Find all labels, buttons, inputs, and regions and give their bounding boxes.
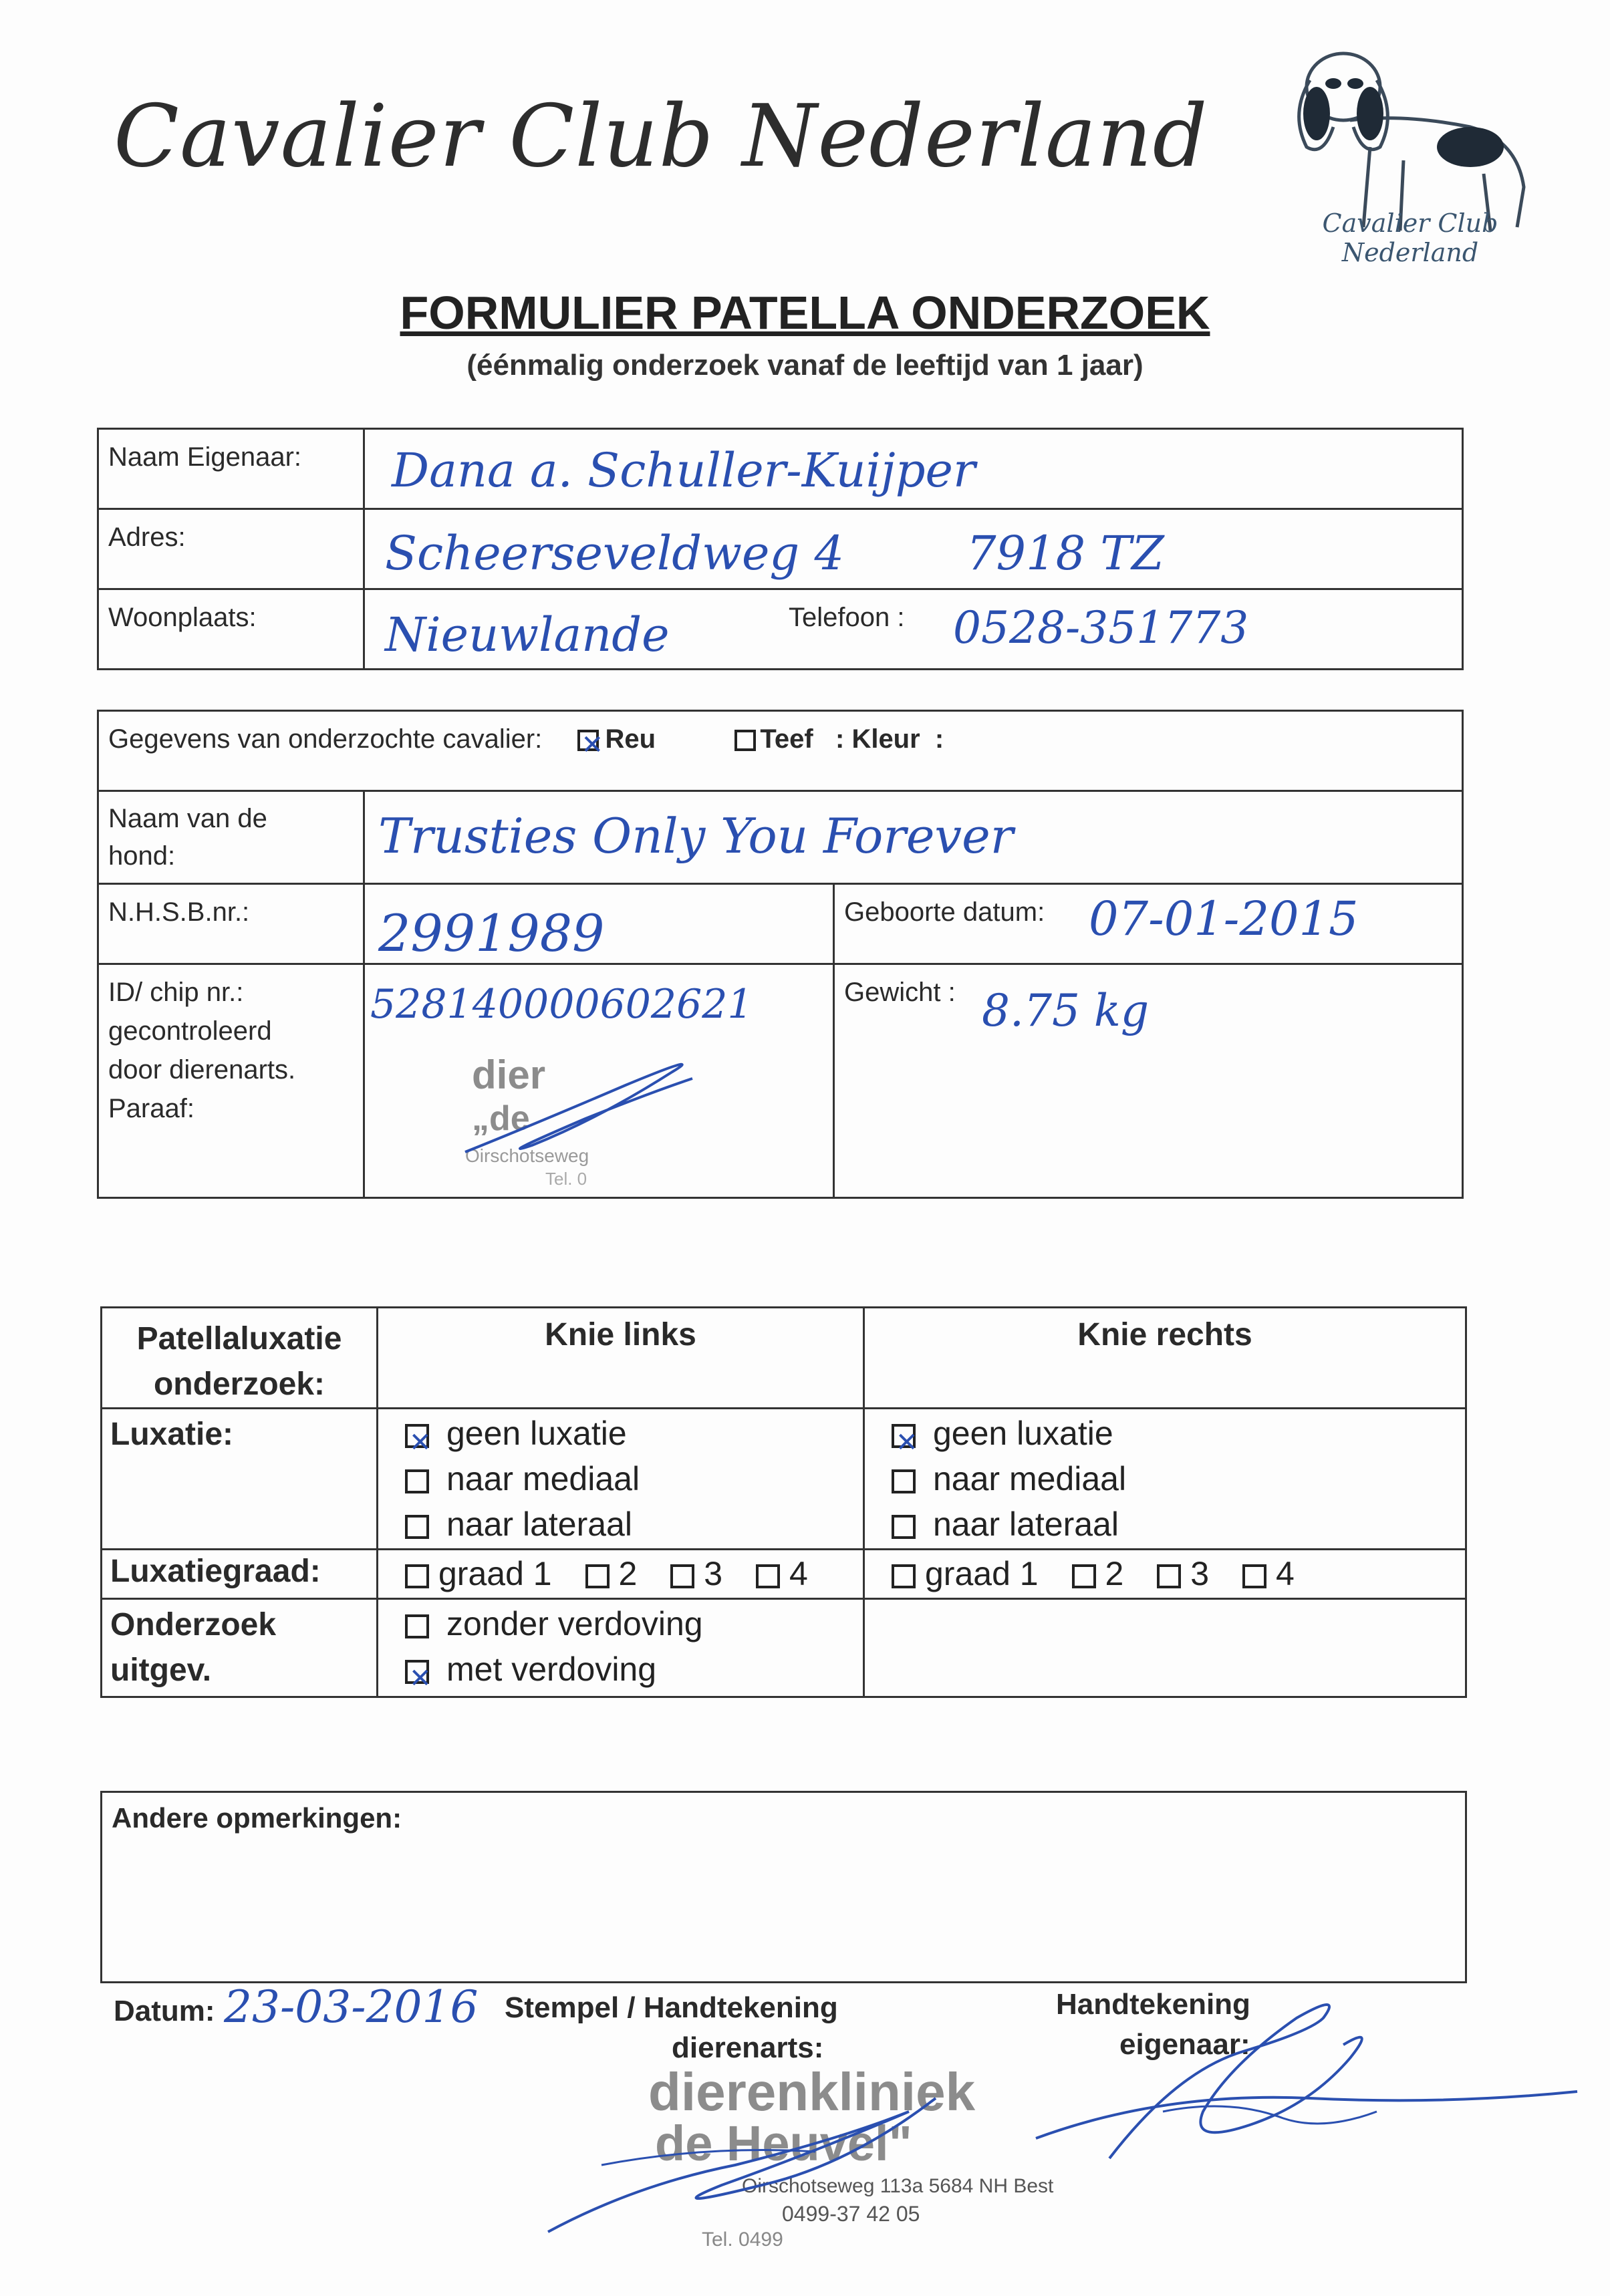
address-label: Adres: [108, 523, 186, 552]
weight-label: Gewicht : [844, 978, 956, 1007]
chip-stamp-line3: Oirschotseweg [465, 1145, 589, 1166]
left-medial-checkbox[interactable] [405, 1469, 429, 1493]
right-lateral-option[interactable]: naar lateraal [892, 1501, 1438, 1547]
stamp-line2: de Heuvel" [655, 2116, 912, 2171]
birthdate-value: 07-01-2015 [1089, 891, 1359, 946]
dog-section-label: Gegevens van onderzochte cavalier: [108, 724, 543, 754]
date-label: Datum: [114, 1995, 215, 2027]
remarks-field[interactable] [102, 1792, 1466, 1983]
owner-signature-label-1: Handtekening [1056, 1988, 1250, 2021]
vet-initials-signature [452, 1045, 732, 1165]
postcode-value: 7918 TZ [966, 526, 1164, 581]
performed-label-2: uitgev. [110, 1653, 212, 1688]
city-label: Woonplaats: [108, 603, 257, 632]
right-lateral-checkbox[interactable] [892, 1515, 916, 1539]
chip-value: 528140000602621 [370, 981, 753, 1028]
logo-caption: Cavalier Club Nederland [1322, 208, 1498, 267]
exam-table [100, 1306, 1467, 1698]
left-grade1-option[interactable]: graad 1 [405, 1555, 552, 1592]
right-medial-checkbox[interactable] [892, 1469, 916, 1493]
empty-cell [864, 1599, 1466, 1697]
knee-left-header: Knie links [545, 1317, 696, 1352]
no-sedation-checkbox[interactable] [405, 1614, 429, 1638]
chip-label-1: ID/ chip nr.: [108, 978, 244, 1007]
right-grade2-option[interactable]: 2 [1072, 1555, 1124, 1592]
grade-label: Luxatiegraad: [110, 1554, 321, 1589]
owner-table [97, 428, 1464, 670]
address-value: Scheerseveldweg 4 [385, 526, 845, 581]
chip-label-3: door dierenarts. [108, 1055, 296, 1085]
with-sedation-option[interactable]: ✕met verdoving [405, 1646, 836, 1692]
chip-label-4: Paraaf: [108, 1094, 194, 1123]
male-label: Reu [605, 724, 656, 754]
city-field[interactable] [364, 589, 1463, 670]
remarks-table [100, 1791, 1467, 1983]
date-value: 23-03-2016 [224, 1981, 479, 2033]
owner-signature [1029, 1978, 1591, 2178]
dog-gender-row: Gegevens van onderzochte cavalier: ✕ Reu Teef : Kleur : [98, 711, 1463, 791]
weight-value: 8.75 kg [982, 985, 1150, 1036]
vet-signature-label-1: Stempel / Handtekening [505, 1991, 838, 2024]
stamp-line3: Oirschotseweg 113a 5684 NH Best [742, 2175, 1054, 2197]
left-grade4-option[interactable]: 4 [756, 1555, 808, 1592]
female-label: Teef [760, 724, 813, 754]
luxation-label: Luxatie: [110, 1417, 234, 1452]
dog-name-label-2: hond: [108, 841, 176, 871]
no-sedation-option[interactable]: zonder verdoving [405, 1601, 836, 1646]
weight-field[interactable] [834, 964, 1463, 1198]
stamp-line5: Tel. 0499 [702, 2229, 783, 2251]
birthdate-label: Geboorte datum: [844, 897, 1045, 927]
owner-name-value: Dana a. Schuller-Kuijper [392, 443, 976, 498]
color-label: Kleur [851, 724, 920, 754]
nhsb-label: N.H.S.B.nr.: [108, 897, 250, 927]
city-value: Nieuwlande [385, 607, 670, 662]
knee-right-header: Knie rechts [1077, 1317, 1252, 1352]
right-grade1-option[interactable]: graad 1 [892, 1555, 1039, 1592]
remarks-label: Andere opmerkingen: [112, 1802, 402, 1834]
club-logo [1270, 40, 1551, 267]
owner-signature-label-2: eigenaar: [1119, 2028, 1250, 2061]
chip-label-2: gecontroleerd [108, 1016, 272, 1046]
vet-signature-label-2: dierenarts: [672, 2031, 824, 2064]
left-none-checkbox[interactable] [405, 1424, 429, 1448]
phone-value: 0528-351773 [953, 602, 1249, 654]
right-none-checkbox[interactable] [892, 1424, 916, 1448]
performed-label-1: Onderzoek [110, 1607, 277, 1642]
left-medial-option[interactable]: naar mediaal [405, 1456, 836, 1501]
stamp-line4: 0499-37 42 05 [782, 2202, 920, 2226]
right-grade4-option[interactable]: 4 [1242, 1555, 1295, 1592]
vet-signature [535, 2085, 949, 2245]
dog-name-value: Trusties Only You Forever [378, 808, 1014, 864]
form-title: FORMULIER PATELLA ONDERZOEK [400, 287, 1210, 339]
dog-table [97, 710, 1464, 1199]
left-lateral-checkbox[interactable] [405, 1515, 429, 1539]
address-field[interactable] [364, 509, 1463, 589]
chip-stamp-line1: dier [472, 1052, 546, 1097]
dog-name-label-1: Naam van de [108, 804, 267, 833]
chip-stamp-line4: Tel. 0 [545, 1169, 587, 1189]
chip-field[interactable] [364, 964, 834, 1198]
male-checkbox[interactable] [577, 730, 599, 751]
left-none-option[interactable]: ✕ geen luxatie [405, 1411, 836, 1456]
left-grade3-option[interactable]: 3 [670, 1555, 722, 1592]
left-grade2-option[interactable]: 2 [585, 1555, 638, 1592]
owner-name-field[interactable] [364, 429, 1463, 509]
exam-header-label-1: Patellaluxatie [136, 1321, 342, 1356]
with-sedation-checkbox[interactable] [405, 1660, 429, 1684]
club-title: Cavalier Club Nederland [114, 87, 1208, 186]
birthdate-field[interactable] [834, 884, 1463, 964]
right-grade3-option[interactable]: 3 [1157, 1555, 1209, 1592]
left-lateral-option[interactable]: naar lateraal [405, 1501, 836, 1547]
right-none-option[interactable]: ✕geen luxatie [892, 1411, 1438, 1456]
exam-header-label-2: onderzoek: [153, 1367, 325, 1402]
nhsb-value: 2991989 [378, 903, 605, 963]
right-medial-option[interactable]: naar mediaal [892, 1456, 1438, 1501]
stamp-line1: dierenkliniek [648, 2062, 976, 2122]
dog-name-field[interactable] [364, 791, 1463, 884]
chip-stamp-line2: „de [472, 1099, 530, 1138]
owner-name-label: Naam Eigenaar: [108, 442, 302, 472]
nhsb-field[interactable] [364, 884, 834, 964]
phone-label: Telefoon : [789, 603, 905, 632]
form-subtitle: (éénmalig onderzoek vanaf de leeftijd van 1 jaar) [466, 349, 1144, 382]
female-checkbox[interactable] [734, 730, 756, 751]
